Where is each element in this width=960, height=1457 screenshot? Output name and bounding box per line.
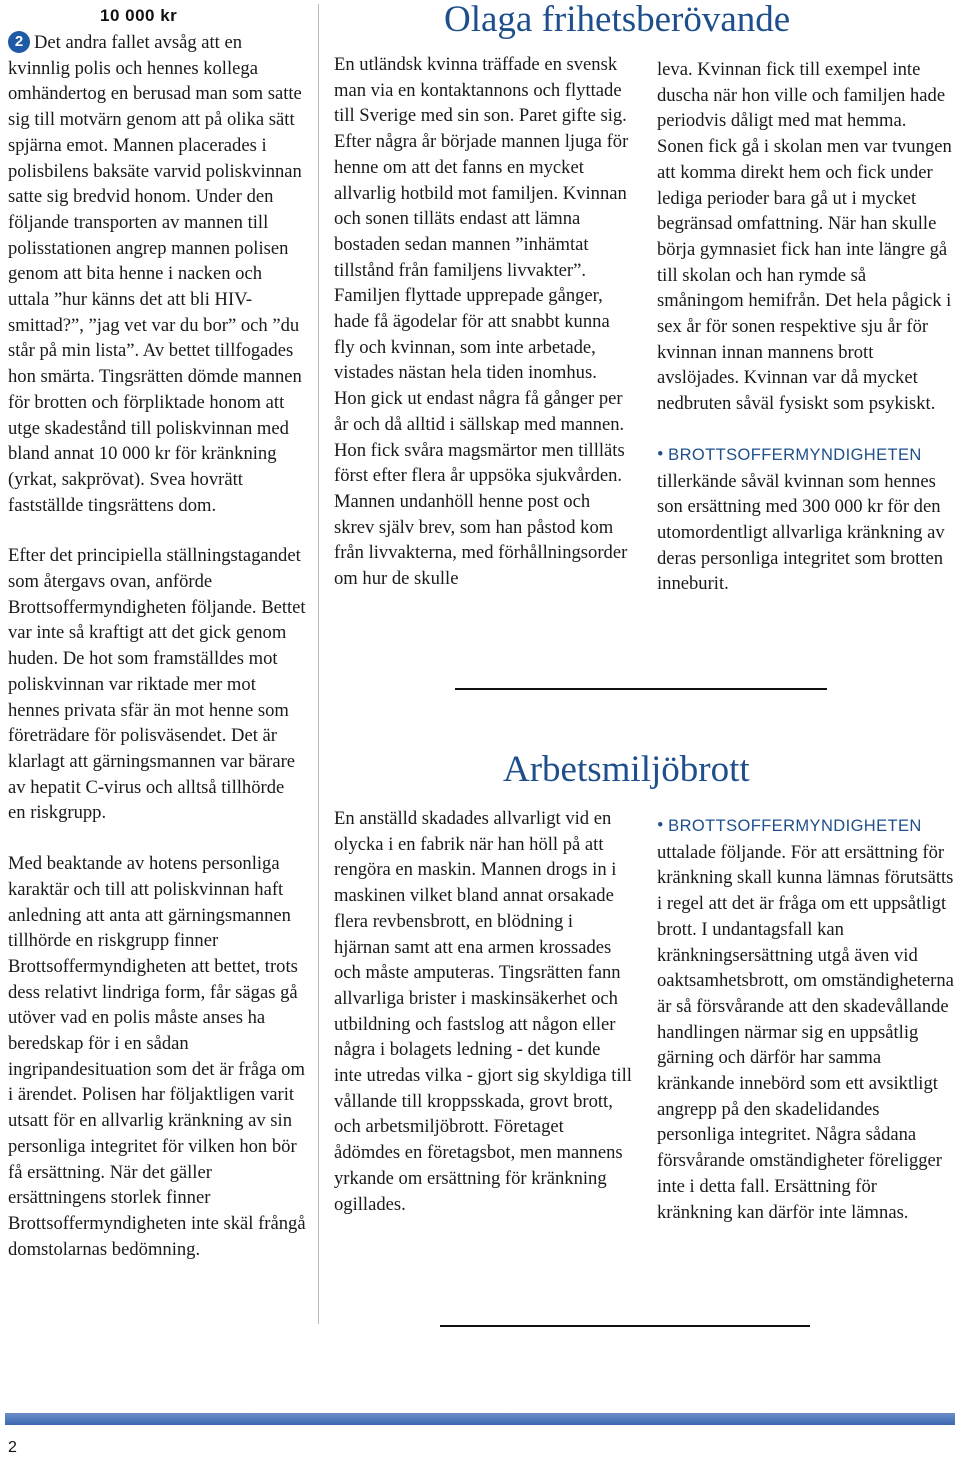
footer-bar: [5, 1413, 955, 1425]
section1-decision-text: tillerkände såväl kvinnan som hennes son ersättning med 300 000 kr för den utomordentligt allvarliga kränkning av deras personliga integritet som brotten inneburit.: [657, 470, 945, 595]
amount-heading: 10 000 kr: [100, 6, 178, 25]
section2-column-2: [657, 813, 955, 1225]
section2-column-1: [334, 806, 632, 1217]
case-paragraph-2: Efter det principiella ställningstagandet som återgavs ovan, anförde Brottsoffermyndigheten följande. Bettet var inte så kraftigt att det gick genom huden. De hot som framställdes mot poliskvinnan var riktade mer mot hennes privata sfär än mot henne som företrädare för polisväsendet. Det är klarlagt att gärningsmannen var bärare av hepatit C-virus och alltså tillhörde en riskgrupp.: [8, 545, 306, 824]
case-paragraph-1: [8, 30, 306, 518]
page-number: 2: [8, 1439, 17, 1456]
section-end-rule: [440, 1325, 810, 1327]
source-label: BROTTSOFFERMYNDIGHETEN: [668, 817, 922, 835]
bullet-icon: •: [657, 815, 669, 836]
section1-text-2: leva. Kvinnan fick till exempel inte duscha när hon ville och familjen hade periodvis dåligt med mat hemma. Sonen fick gå i skolan men var tvungen att komma direkt hem och fick under lediga perioder bara gå ut i mycket begränsad omfattning. När han skulle börja gymnasiet fick han inte längre gå till skolan och han rymde så småningom hemifrån. Det hela pågick i sex år för sonen respektive sju år för kvinnan innan mannens brott avslöjades. Kvinnan var då mycket nedbruten såväl fysiskt som psykiskt.: [657, 59, 952, 415]
section2-text-1: En anställd skadades allvarligt vid en olycka i en fabrik när han höll på att rengöra en maskin. Mannen drogs in i maskinen vilket bland annat orsakade flera revbensbrott, en blödning i hjärnan samt att ena armen krossades och måste amputeras. Tingsrätten fann allvarliga brister i maskinsäkerhet och utbildning och fastslog att någon eller några i bolagets ledning - det kunde inte utredas vilka - gjort sig skyldiga till vållande till kroppsskada, grovt brott, och arbetsmiljöbrott. Företaget ådömdes en företagsbot, men mannens yrkande om ersättning för kränkning ogillades.: [334, 808, 632, 1215]
case-number-badge: 2: [8, 31, 30, 53]
left-column: [8, 30, 306, 1262]
section2-decision-text: uttalade följande. För att ersättning för kränkning skall kunna lämnas förutsätts i regel att det är fråga om ett uppsåtligt brott. I undantagsfall kan kränkningsersättning utgå även vid oaktsamhetsbrott, om omständigheterna är så försvårande att den skadevållande handlingen närmar sig en uppsåtlig gärning och därför har samma kränkande innebörd som ett avsiktligt angrepp på den skadelidandes personliga integritet. Några sådana försvårande omständigheter föreligger inte i detta fall. Ersättning för kränkning kan därför inte lämnas.: [657, 841, 954, 1223]
section1-text-1: En utländsk kvinna träffade en svensk man via en kontaktannons och flyttade till Sverige med sin son. Paret gifte sig. Efter några år började mannen ljuga för henne om att det fanns en mycket allvarlig hotbild mot familjen. Kvinnan och sonen tilläts endast att lämna bostaden sedan mannen ”inhämtat tillstånd från familjens livvakter”. Familjen flyttade upprepade gånger, hade få ägodelar för att snabbt kunna fly och kvinnan, som inte arbetade, vistades nästan hela tiden inomhus. Hon gick ut endast några få gånger per år och då alltid i sällskap med mannen. Hon fick svåra magsmärtor men tillläts först efter flera år uppsöka sjukvården. Mannen undanhöll henne post och skrev själv brev, som han påstod kom från livvakterna, med förhållningsorder om hur de skulle: [334, 54, 629, 590]
section1-column-1: [334, 52, 632, 592]
section-divider-rule: [455, 688, 827, 690]
source-label: BROTTSOFFERMYNDIGHETEN: [668, 445, 922, 464]
section1-decision: [657, 442, 955, 597]
case-paragraph-3: Med beaktande av hotens personliga karaktär och till att poliskvinnan haft anledning att anta att gärningsmannen tillhörde en riskgrupp finner Brottsoffermyndigheten att bettet, trots dess relativt lindriga form, får sägas gå utöver vad en polis måste anses ha beredskap för i en sådan ingripandesituation som det är fråga om i ärendet. Polisen har följaktligen varit utsatt för en allvarlig kränkning av sin personliga integritet för vilken hon bör få ersättning. När det gäller ersättningens storlek finner Brottsoffermyndigheten inte skäl frångå domstolarnas bedömning.: [8, 853, 306, 1260]
section1-column-2: [657, 57, 955, 597]
column-divider: [318, 4, 319, 1324]
case-text: Det andra fallet avsåg att en kvinnlig polis och hennes kollega omhändertog en berusad man som satte sig till motvärn genom att på olika sätt spjärna emot. Mannen placerades i polisbilens baksäte varvid poliskvinnan satte sig bredvid honom. Under den följande transporten av mannen till polisstationen angrep mannen polisen genom att bita henne i nacken och uttala ”hur känns det att bli HIV-smittad?”, ”jag vet var du bor” och ”du står på min lista”. Av bettet tillfogades hon smärta. Tingsrätten dömde mannen för brotten och förpliktade honom att utge skadestånd till poliskvinnan med bland annat 10 000 kr för kränkning (yrkat, sakprövat). Svea hovrätt fastställde tingsrättens dom.: [8, 32, 302, 516]
section-heading-arbetsmiljobrott: Arbetsmiljöbrott: [503, 749, 750, 790]
section-heading-olaga-frihetsberovande: Olaga frihetsberövande: [444, 0, 791, 40]
section2-decision: [657, 813, 955, 1225]
bullet-icon: •: [657, 443, 669, 465]
